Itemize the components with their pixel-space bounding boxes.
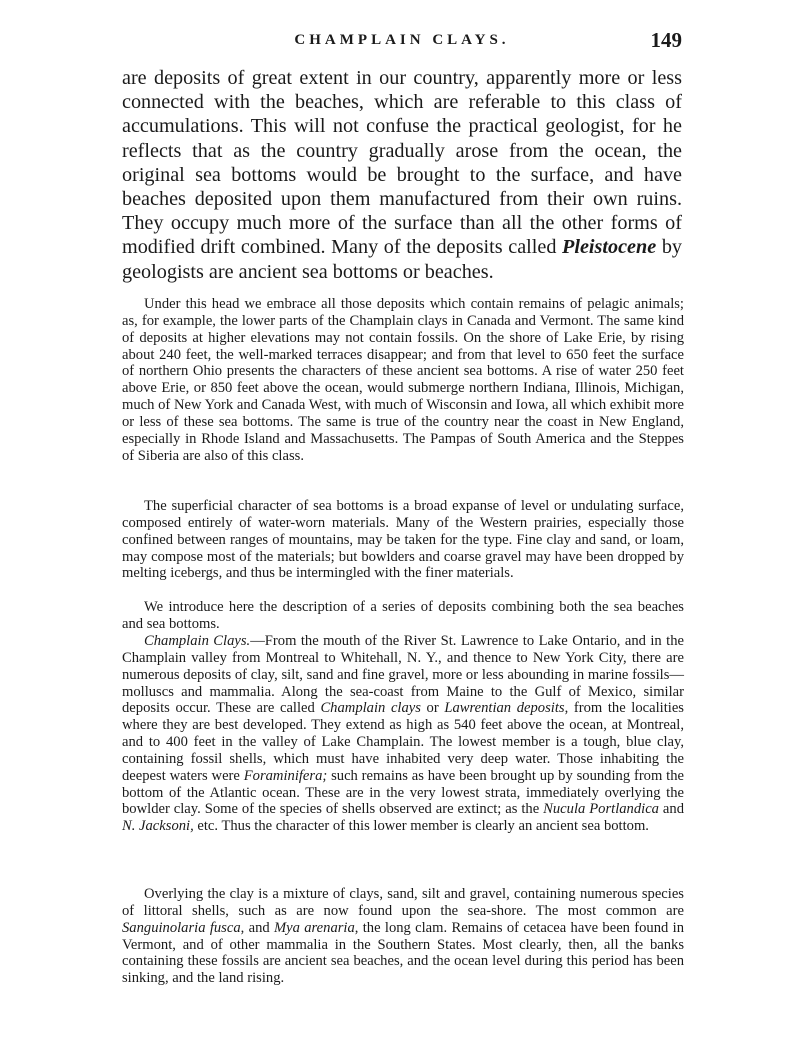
- italic-term: Champlain clays: [320, 700, 421, 717]
- italic-term: N. Jacksoni,: [122, 818, 194, 835]
- section-heading-champlain-clays: Champlain Clays.: [144, 633, 251, 649]
- text-run: such remains as have been brought up by sounding from the bottom of the Atlantic ocean. These are in the very lowest strata, immediately overlying the bowlder clay. Some of the species of shells observed are extinct; as the: [122, 767, 684, 818]
- paragraph-overlying-clay: [122, 886, 684, 987]
- paragraph-superficial-character: The superficial character of sea bottoms is a broad expanse of level or undulating surface, composed entirely of water-worn materials. Many of the Western prairies, especially those confined between ranges of mountains, may be taken for the type. Fine clay and sand, or loam, may compose most of the materials; but bowlders and coarse gravel may have been dropped by melting icebergs, and thus be intermingled with the finer materials.: [122, 498, 684, 582]
- lead-text-2: by geologists are ancient sea bottoms or beaches.: [122, 236, 683, 283]
- italic-term: Foraminifera;: [243, 767, 328, 784]
- page-header: [122, 28, 682, 58]
- text-run: , from the localities where they are best developed. They extend as high as 540 feet above the ocean, at Montreal, and to 400 feet in the valley of Lake Champlain. The lowest member is a tough, blue clay, containing fossil shells, which must have inhabited very deep water. Those inhabiting the deepest waters were: [122, 700, 684, 784]
- page-number: 149: [650, 28, 682, 52]
- italic-term: Lawrentian deposits: [444, 700, 565, 717]
- text-run: and: [658, 801, 684, 818]
- paragraph-introduction: We introduce here the description of a series of deposits combining both the sea beaches and sea bottoms.: [122, 599, 684, 632]
- running-head: CHAMPLAIN CLAYS.: [294, 32, 510, 48]
- text-run: , and: [240, 919, 274, 936]
- paragraph-champlain-clays: [122, 633, 684, 835]
- text-run: Overlying the clay is a mixture of clays, sand, silt and gravel, containing numerous species of littoral shells, such as are now found upon the sea-shore. The most common are: [122, 886, 684, 919]
- italic-term: Nucula Portlandica: [543, 801, 659, 818]
- italic-term: Mya arenaria: [274, 919, 355, 936]
- term-pleistocene: Pleistocene: [562, 236, 657, 259]
- text-run: or: [420, 700, 445, 717]
- text-run: , the long clam. Remains of cetacea have been found in Vermont, and of other mammalia in the Southern States. Most clearly, then, all the banks containing these fossils are ancient sea beaches, and the ocean level during this period has been sinking, and the land rising.: [122, 919, 684, 987]
- paragraph-sea-bottoms: Under this head we embrace all those deposits which contain remains of pelagic animals; as, for example, the lower parts of the Champlain clays in Canada and Vermont. The same kind of deposits at higher elevations may not contain fossils. On the shore of Lake Erie, by rising about 240 feet, the well-marked terraces disappear; and from that level to 650 feet the surface of northern Ohio presents the characters of these ancient sea bottoms. A rise of water 250 feet above Erie, or 850 feet above the ocean, would submerge northern Indiana, Illinois, Michigan, much of New York and Canada West, with much of Wisconsin and Iowa, all which exhibit more or less of these sea bottoms. The same is true of the country near the coast in New England, especially in Rhode Island and Massachusetts. The Pampas of South America and the Steppes of Siberia are also of this class.: [122, 296, 684, 464]
- lead-text-1: are deposits of great extent in our country, apparently more or less connected with the beaches, which are referable to this class of accumulations. This will not confuse the practical geologist, for he reflects that as the country gradually arose from the ocean, the original sea bottoms would be brought to the surface, and have beaches deposited upon them manufactured from their own ruins. They occupy much more of the surface than all the other forms of modified drift combined. Many of the deposits called: [122, 67, 682, 259]
- text-run: etc. Thus the character of this lower member is clearly an ancient sea bottom.: [193, 818, 649, 835]
- italic-term: Sanguinolaria fusca: [122, 919, 241, 936]
- lead-paragraph: [122, 66, 682, 284]
- text-run: —From the mouth of the River St. Lawrence to Lake Ontario, and in the Champlain valley from Montreal to Whitehall, N. Y., and thence to New York City, there are numerous deposits of clay, silt, sand and fine gravel, more or less abounding in marine fossils—molluscs and mammalia. Along the sea-coast from Maine to the Gulf of Mexico, similar deposits occur. These are called: [122, 633, 684, 717]
